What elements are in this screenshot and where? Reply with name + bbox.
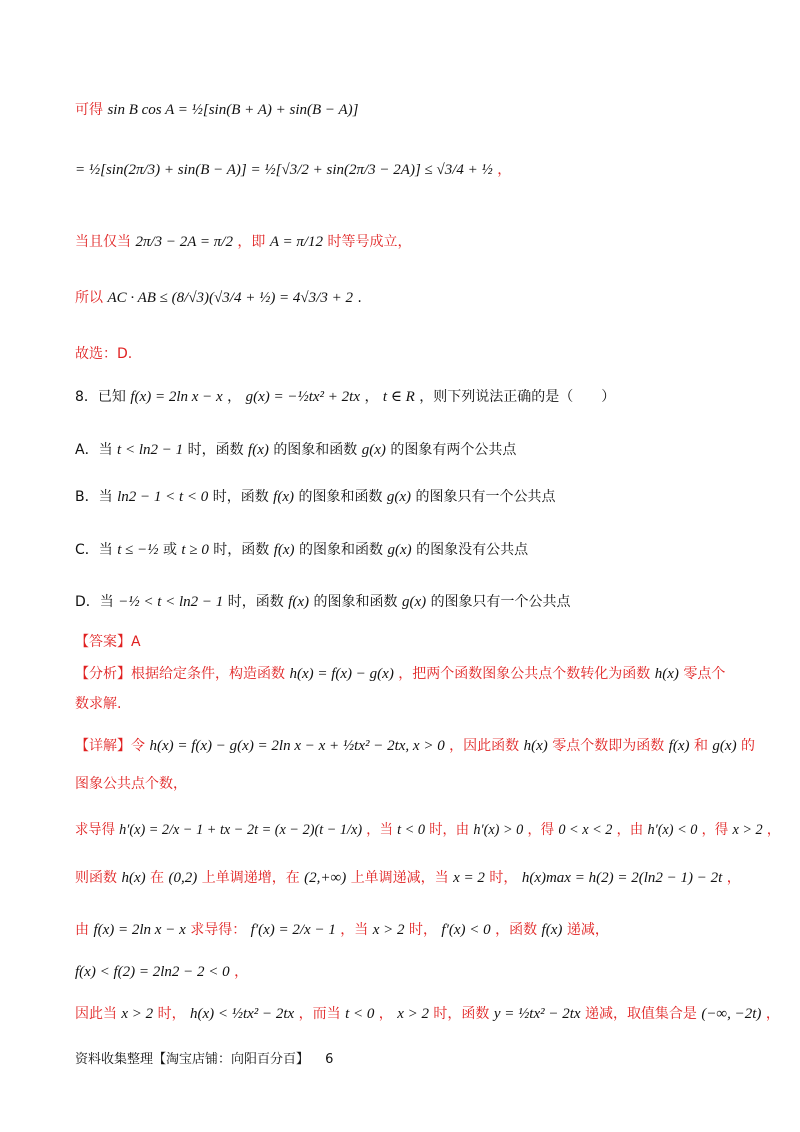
conclusion-line: 因此当 x > 2 时， h(x) < ½tx² − 2tx ，而当 t < 0 ， x > 2 时，函数 y = ½tx² − 2tx 递减，取值集合是 (−∞, −2t) ， — [75, 1006, 780, 1022]
footer-text: 资料收集整理【淘宝店铺：向阳百分百】 — [75, 1052, 310, 1067]
option-c: C．当 t ≤ −½ 或 t ≥ 0 时，函数 f(x) 的图象和函数 g(x) 的图象没有公共点 — [75, 542, 529, 558]
formula: AC · AB ≤ (8/√3)(√3/4 + ½) = 4√3/3 + 2 — [107, 290, 353, 306]
formula: A = π/12 — [269, 234, 324, 250]
analysis-line-1: 【分析】根据给定条件，构造函数 h(x) = f(x) − g(x) ，把两个函数图象公共点个数转化为函数 h(x) 零点个 — [75, 666, 726, 682]
formula: 2π/3 − 2A = π/2 — [135, 234, 233, 250]
derivative-line: 求导得 h′(x) = 2/x − 1 + tx − 2t = (x − 2)(t − 1/x) ，当 t < 0 时，由 h′(x) > 0 ，得 0 < x < 2 ，由 h′(x) < 0 ，得 x > 2 ， — [75, 822, 781, 838]
solution-choice: 故选：D. — [75, 346, 133, 362]
page-number: 6 — [325, 1052, 334, 1067]
analysis-line-2: 数求解. — [75, 696, 122, 712]
question-8-stem: 8．已知 f(x) = 2ln x − x ， g(x) = −½tx² + 2tx ， t ∈ R ，则下列说法正确的是（ ） — [75, 389, 616, 405]
option-b: B．当 ln2 − 1 < t < 0 时，函数 f(x) 的图象和函数 g(x) 的图象只有一个公共点 — [75, 489, 556, 505]
answer-label: 【答案】A — [75, 634, 141, 650]
monotonic-line: 则函数 h(x) 在 (0,2) 上单调递增，在 (2,+∞) 上单调递减，当 x = 2 时， h(x)max = h(2) = 2(ln2 − 1) − 2t ， — [75, 870, 741, 886]
option-a: A．当 t < ln2 − 1 时，函数 f(x) 的图象和函数 g(x) 的图象有两个公共点 — [75, 442, 517, 458]
f-derivative-line: 由 f(x) = 2ln x − x 求导得： f′(x) = 2/x − 1 ，当 x > 2 时， f′(x) < 0 ，函数 f(x) 递减， — [75, 922, 609, 938]
option-d: D．当 −½ < t < ln2 − 1 时，函数 f(x) 的图象和函数 g(x) 的图象只有一个公共点 — [75, 594, 571, 610]
solution-line-4: 所以 AC · AB ≤ (8/√3)(√3/4 + ½) = 4√3/3 + 2 . — [75, 290, 362, 306]
solution-line-2: = ½[sin(2π/3) + sin(B − A)] = ½[√3/2 + sin(2π/3 − 2A)] ≤ √3/4 + ½ ， — [75, 162, 512, 178]
page-footer — [75, 1048, 333, 1067]
solution-line-3: 当且仅当 2π/3 − 2A = π/2 ，即 A = π/12 时等号成立， — [75, 234, 412, 250]
formula: = ½[sin(2π/3) + sin(B − A)] = ½[√3/2 + sin(2π/3 − 2A)] ≤ √3/4 + ½ — [75, 162, 493, 178]
inequality-line: f(x) < f(2) = 2ln2 − 2 < 0 ， — [75, 964, 249, 980]
formula: sin B cos A = ½[sin(B + A) + sin(B − A)] — [107, 102, 359, 118]
solution-line-1: 可得 sin B cos A = ½[sin(B + A) + sin(B − A)] — [75, 102, 359, 118]
detail-line-1: 【详解】令 h(x) = f(x) − g(x) = 2ln x − x + ½tx² − 2tx, x > 0 ，因此函数 h(x) 零点个数即为函数 f(x) 和 g(x) 的 — [75, 738, 756, 754]
detail-line-2: 图象公共点个数， — [75, 776, 187, 792]
